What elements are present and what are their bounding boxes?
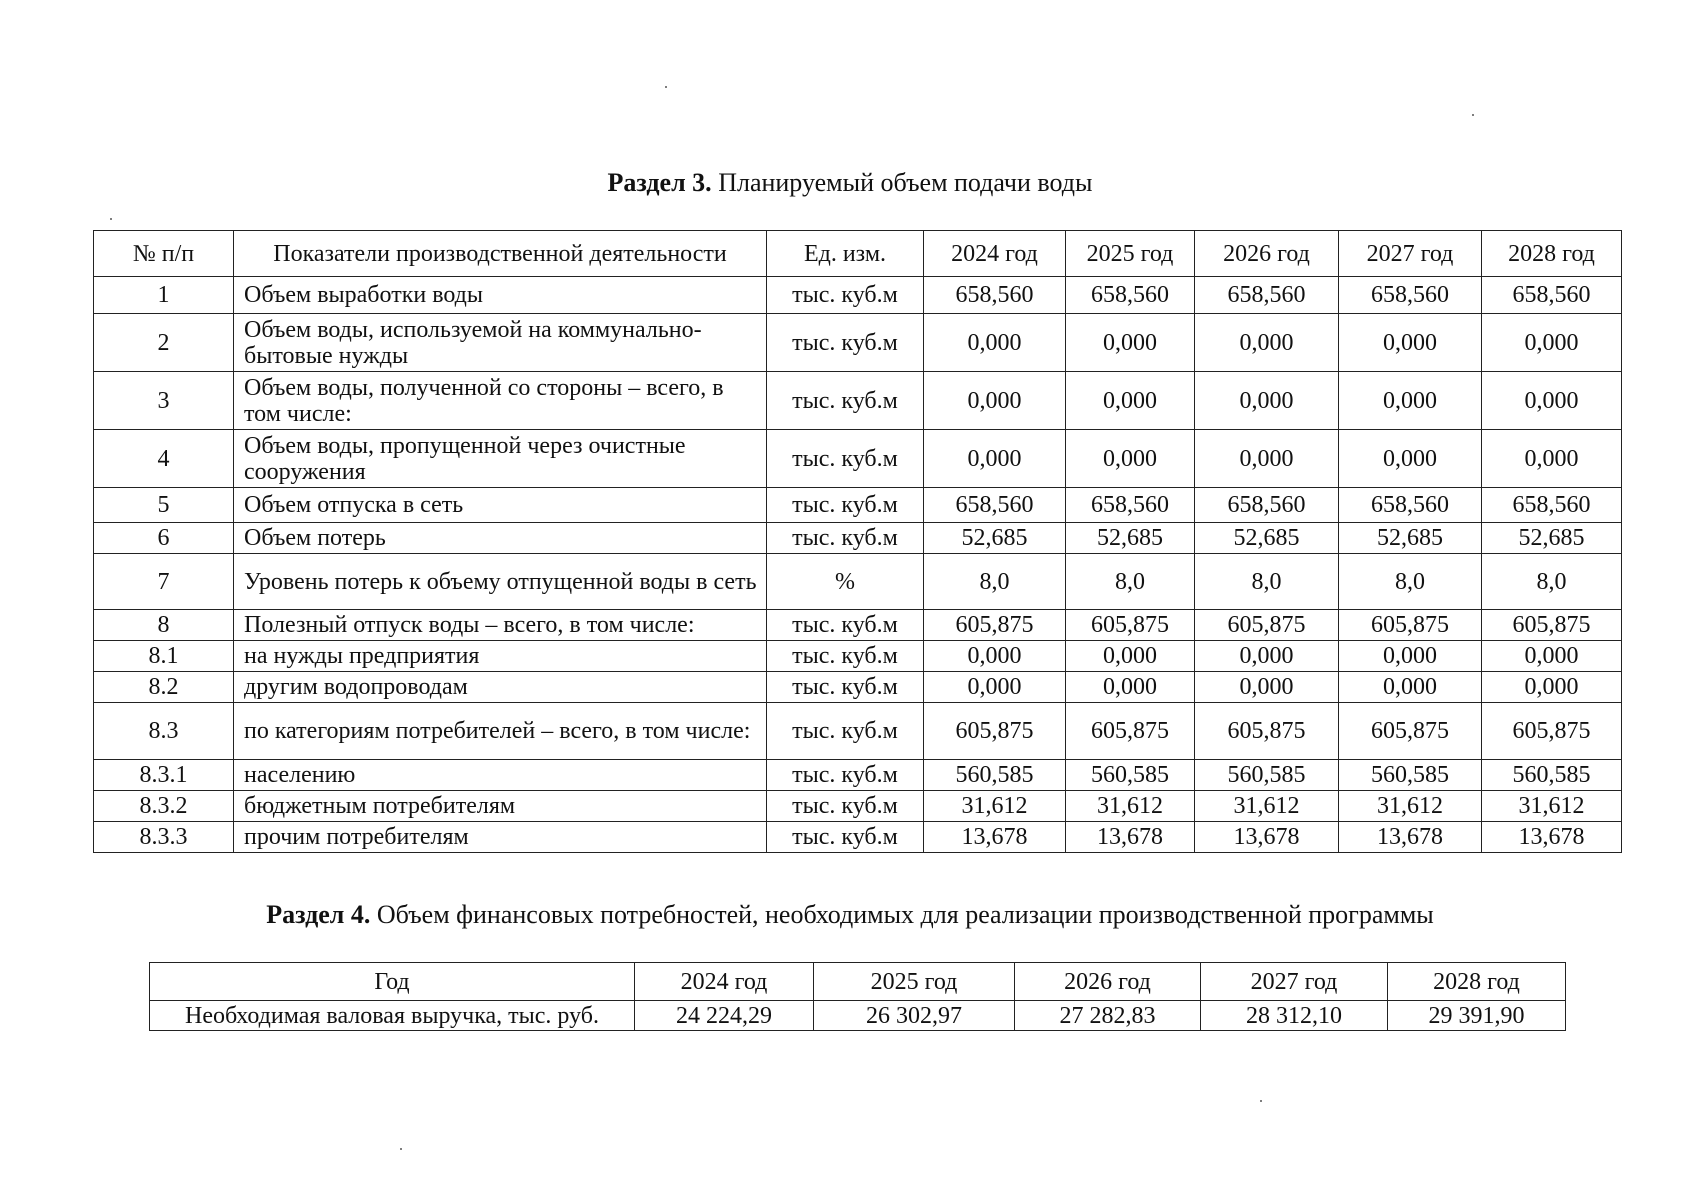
row-value-2027: 658,560 [1339,488,1482,523]
row-number: 7 [94,554,234,610]
fin-revenue-label: Необходимая валовая выручка, тыс. руб. [150,1001,635,1031]
row-indicator: на нужды предприятия [234,641,767,672]
row-value-2027: 0,000 [1339,372,1482,430]
row-number: 8.2 [94,672,234,703]
row-indicator: Уровень потерь к объему отпущенной воды в сеть [234,554,767,610]
row-value-2025: 8,0 [1066,554,1195,610]
row-value-2024: 658,560 [924,277,1066,314]
row-value-2024: 0,000 [924,430,1066,488]
row-indicator: Объем воды, полученной со стороны – всего, в том числе: [234,372,767,430]
row-number: 4 [94,430,234,488]
row-unit: тыс. куб.м [767,672,924,703]
row-value-2025: 560,585 [1066,760,1195,791]
row-indicator: Объем отпуска в сеть [234,488,767,523]
scan-speck [665,86,667,88]
table-row [94,672,1622,703]
row-value-2028: 0,000 [1482,430,1622,488]
row-value-2027: 605,875 [1339,703,1482,760]
row-unit: тыс. куб.м [767,760,924,791]
table-row [94,372,1622,430]
fin-revenue-row [150,1001,1566,1031]
row-value-2025: 605,875 [1066,703,1195,760]
row-value-2027: 13,678 [1339,822,1482,853]
row-value-2028: 0,000 [1482,672,1622,703]
row-value-2028: 560,585 [1482,760,1622,791]
row-value-2024: 0,000 [924,372,1066,430]
table-row [94,822,1622,853]
row-value-2027: 560,585 [1339,760,1482,791]
table-row [94,523,1622,554]
row-value-2027: 0,000 [1339,641,1482,672]
row-unit: тыс. куб.м [767,372,924,430]
fin-header-2025: 2025 год [814,963,1015,1001]
scan-speck [1260,1100,1262,1102]
row-value-2024: 0,000 [924,641,1066,672]
row-value-2024: 52,685 [924,523,1066,554]
row-number: 6 [94,523,234,554]
row-value-2026: 0,000 [1195,430,1339,488]
row-value-2026: 658,560 [1195,488,1339,523]
header-indicator: Показатели производственной деятельности [234,231,767,277]
scan-speck [1472,114,1474,116]
header-2026: 2026 год [1195,231,1339,277]
row-value-2026: 0,000 [1195,372,1339,430]
row-value-2028: 0,000 [1482,314,1622,372]
row-value-2028: 31,612 [1482,791,1622,822]
row-value-2025: 0,000 [1066,314,1195,372]
fin-header-year: Год [150,963,635,1001]
row-value-2024: 560,585 [924,760,1066,791]
row-number: 8.3.1 [94,760,234,791]
row-value-2026: 8,0 [1195,554,1339,610]
row-value-2025: 605,875 [1066,610,1195,641]
row-value-2026: 0,000 [1195,641,1339,672]
row-value-2027: 605,875 [1339,610,1482,641]
row-value-2025: 0,000 [1066,430,1195,488]
row-value-2026: 560,585 [1195,760,1339,791]
fin-revenue-2026: 27 282,83 [1015,1001,1201,1031]
row-value-2025: 0,000 [1066,372,1195,430]
row-value-2028: 605,875 [1482,610,1622,641]
section-3-title [0,168,1700,198]
row-number: 3 [94,372,234,430]
header-2027: 2027 год [1339,231,1482,277]
row-indicator: Объем выработки воды [234,277,767,314]
water-supply-table [93,230,1622,853]
section-3-title-bold: Раздел 3. [607,168,712,197]
row-value-2026: 0,000 [1195,672,1339,703]
scan-speck [400,1148,402,1150]
row-value-2025: 658,560 [1066,488,1195,523]
section-4-title-bold: Раздел 4. [266,900,371,929]
row-indicator: Объем воды, пропущенной через очистные сооружения [234,430,767,488]
row-indicator: Объем потерь [234,523,767,554]
row-number: 8.1 [94,641,234,672]
row-unit: тыс. куб.м [767,641,924,672]
row-value-2028: 52,685 [1482,523,1622,554]
row-indicator: по категориям потребителей – всего, в том числе: [234,703,767,760]
table-row [94,610,1622,641]
row-value-2026: 0,000 [1195,314,1339,372]
row-number: 8 [94,610,234,641]
fin-revenue-2027: 28 312,10 [1201,1001,1388,1031]
row-value-2027: 658,560 [1339,277,1482,314]
row-value-2028: 658,560 [1482,277,1622,314]
row-value-2025: 658,560 [1066,277,1195,314]
row-unit: % [767,554,924,610]
row-value-2027: 31,612 [1339,791,1482,822]
table-row [94,641,1622,672]
row-indicator: другим водопроводам [234,672,767,703]
row-value-2027: 0,000 [1339,430,1482,488]
row-value-2026: 52,685 [1195,523,1339,554]
row-unit: тыс. куб.м [767,430,924,488]
row-unit: тыс. куб.м [767,277,924,314]
row-unit: тыс. куб.м [767,703,924,760]
header-unit: Ед. изм. [767,231,924,277]
table-row [94,760,1622,791]
row-value-2024: 8,0 [924,554,1066,610]
table-row [94,554,1622,610]
row-unit: тыс. куб.м [767,488,924,523]
row-value-2026: 658,560 [1195,277,1339,314]
table-header-row [94,231,1622,277]
table-row [94,488,1622,523]
row-value-2027: 0,000 [1339,672,1482,703]
table-row [94,314,1622,372]
row-value-2028: 13,678 [1482,822,1622,853]
section-4-title-text: Объем финансовых потребностей, необходимых для реализации производственной программы [370,900,1434,929]
row-number: 1 [94,277,234,314]
row-indicator: прочим потребителям [234,822,767,853]
header-2024: 2024 год [924,231,1066,277]
row-value-2028: 605,875 [1482,703,1622,760]
row-value-2027: 0,000 [1339,314,1482,372]
fin-header-2026: 2026 год [1015,963,1201,1001]
row-value-2024: 0,000 [924,314,1066,372]
row-unit: тыс. куб.м [767,791,924,822]
fin-revenue-2028: 29 391,90 [1388,1001,1566,1031]
fin-revenue-2024: 24 224,29 [635,1001,814,1031]
row-value-2028: 0,000 [1482,372,1622,430]
header-2025: 2025 год [1066,231,1195,277]
table-row [94,277,1622,314]
row-value-2026: 605,875 [1195,610,1339,641]
header-2028: 2028 год [1482,231,1622,277]
row-value-2024: 31,612 [924,791,1066,822]
row-value-2024: 658,560 [924,488,1066,523]
row-value-2025: 0,000 [1066,672,1195,703]
fin-header-2028: 2028 год [1388,963,1566,1001]
section-4-title [0,900,1700,930]
row-indicator: Объем воды, используемой на коммунально-бытовые нужды [234,314,767,372]
row-indicator: Полезный отпуск воды – всего, в том числе: [234,610,767,641]
row-number: 8.3.3 [94,822,234,853]
row-value-2025: 13,678 [1066,822,1195,853]
row-value-2026: 13,678 [1195,822,1339,853]
row-value-2024: 13,678 [924,822,1066,853]
row-value-2025: 52,685 [1066,523,1195,554]
fin-header-2027: 2027 год [1201,963,1388,1001]
fin-revenue-2025: 26 302,97 [814,1001,1015,1031]
table-row [94,703,1622,760]
row-value-2025: 0,000 [1066,641,1195,672]
section-3-title-text: Планируемый объем подачи воды [711,168,1093,197]
row-unit: тыс. куб.м [767,314,924,372]
row-value-2024: 605,875 [924,703,1066,760]
row-value-2024: 605,875 [924,610,1066,641]
table-row [94,430,1622,488]
fin-header-2024: 2024 год [635,963,814,1001]
row-value-2027: 8,0 [1339,554,1482,610]
row-number: 5 [94,488,234,523]
row-indicator: бюджетным потребителям [234,791,767,822]
row-number: 8.3.2 [94,791,234,822]
row-value-2026: 605,875 [1195,703,1339,760]
row-value-2027: 52,685 [1339,523,1482,554]
table-row [94,791,1622,822]
row-value-2028: 658,560 [1482,488,1622,523]
row-indicator: населению [234,760,767,791]
row-unit: тыс. куб.м [767,610,924,641]
fin-header-row [150,963,1566,1001]
scan-speck [110,218,112,220]
row-value-2028: 0,000 [1482,641,1622,672]
header-num: № п/п [94,231,234,277]
row-value-2026: 31,612 [1195,791,1339,822]
row-value-2025: 31,612 [1066,791,1195,822]
financial-needs-table [149,962,1566,1031]
row-number: 8.3 [94,703,234,760]
row-value-2028: 8,0 [1482,554,1622,610]
row-number: 2 [94,314,234,372]
row-unit: тыс. куб.м [767,822,924,853]
table-body [94,277,1622,853]
row-unit: тыс. куб.м [767,523,924,554]
row-value-2024: 0,000 [924,672,1066,703]
